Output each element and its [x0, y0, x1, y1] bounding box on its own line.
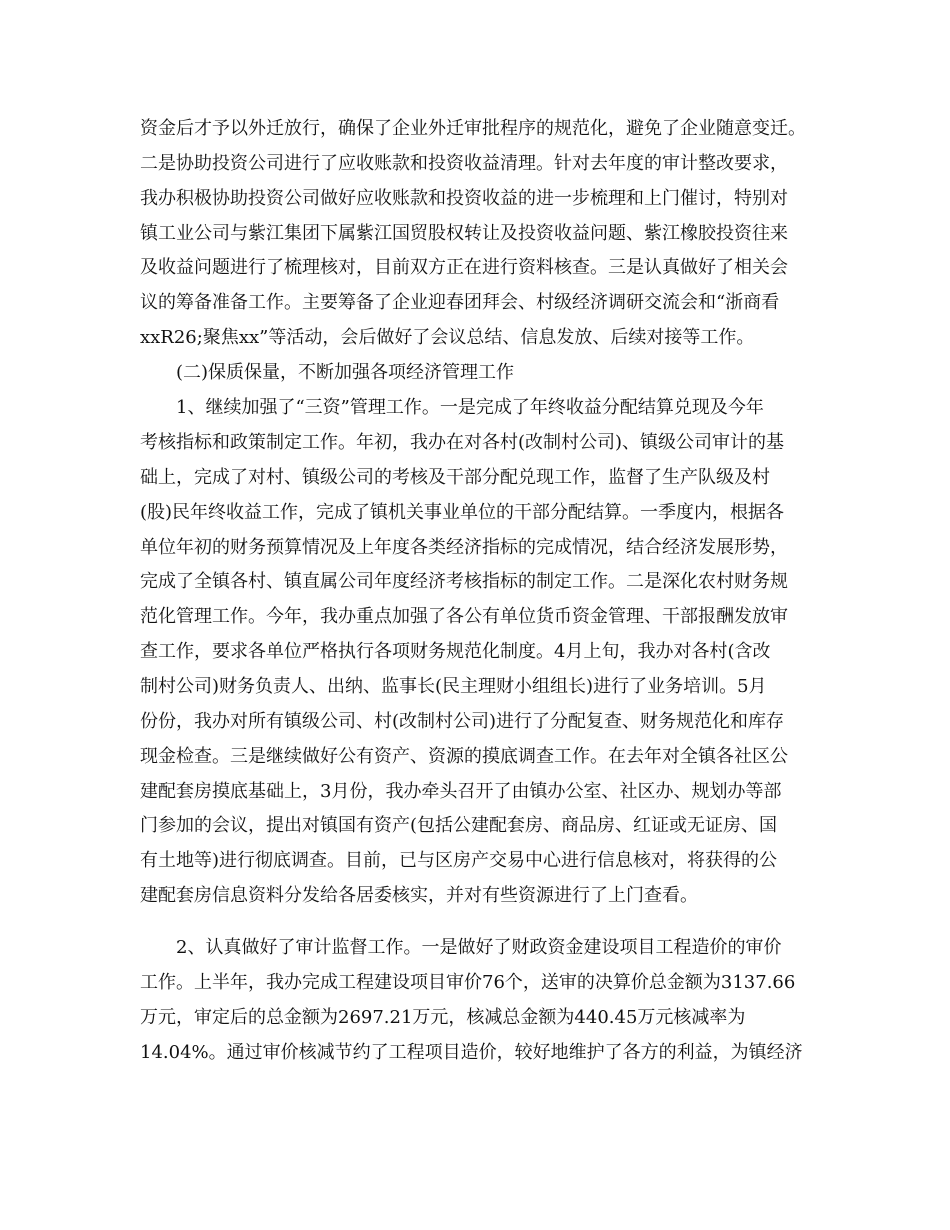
text-line: 单位年初的财务预算情况及上年度各类经济指标的完成情况，结合经济发展形势， — [140, 537, 788, 558]
text-line: xxR26;聚焦xx”等活动，会后做好了会议总结、信息发放、后续对接等工作。 — [140, 327, 755, 348]
text-line: 制村公司)财务负责人、出纳、监事长(民主理财小组组长)进行了业务培训。5月 — [140, 676, 767, 697]
text-line: 镇工业公司与紫江集团下属紫江国贸股权转让及投资收益问题、紫江橡胶投资往来 — [140, 223, 788, 244]
text-line: 议的筹备准备工作。主要筹备了企业迎春团拜会、村级经济调研交流会和“浙商看 — [140, 292, 780, 313]
text-line: 资金后才予以外迁放行，确保了企业外迁审批程序的规范化，避免了企业随意变迁。 — [140, 118, 806, 139]
text-line: 工作。上半年，我办完成工程建设项目审价76个，送审的决算价总金额为3137.66 — [140, 972, 796, 993]
text-line: 查工作，要求各单位严格执行各项财务规范化制度。4月上旬，我办对各村(含改 — [140, 641, 771, 662]
text-line: 考核指标和政策制定工作。年初，我办在对各村(改制村公司)、镇级公司审计的基 — [140, 432, 785, 453]
text-line: 建配套房摸底基础上，3月份，我办牵头召开了由镇办公室、社区办、规划办等部 — [140, 781, 782, 802]
text-line: 建配套房信息资料分发给各居委核实，并对有些资源进行了上门查看。 — [140, 885, 698, 906]
text-line: 础上，完成了对村、镇级公司的考核及干部分配兑现工作，监督了生产队级及村 — [140, 467, 770, 488]
text-line: 现金检查。三是继续做好公有资产、资源的摸底调查工作。在去年对全镇各社区公 — [140, 746, 788, 767]
text-line: 完成了全镇各村、镇直属公司年度经济考核指标的制定工作。二是深化农村财务规 — [140, 571, 788, 592]
paragraph-start: 2、认真做好了审计监督工作。一是做好了财政资金建设项目工程造价的审价 — [176, 937, 782, 958]
text-line: 门参加的会议，提出对镇国有资产(包括公建配套房、商品房、红证或无证房、国 — [140, 815, 778, 836]
text-line: 我办积极协助投资公司做好应收账款和投资收益的进一步梳理和上门催讨，特别对 — [140, 188, 788, 209]
text-line: 二是协助投资公司进行了应收账款和投资收益清理。针对去年度的审计整改要求， — [140, 153, 788, 174]
section-heading: (二)保质保量，不断加强各项经济管理工作 — [176, 362, 515, 383]
paragraph-start: 1、继续加强了“三资”管理工作。一是完成了年终收益分配结算兑现及今年 — [176, 397, 764, 418]
text-line: 范化管理工作。今年，我办重点加强了各公有单位货币资金管理、干部报酬发放审 — [140, 606, 788, 627]
text-line: 14.04%。通过审价核减节约了工程项目造价，较好地维护了各方的利益，为镇经济 — [140, 1042, 803, 1063]
text-line: 份份，我办对所有镇级公司、村(改制村公司)进行了分配复查、财务规范化和库存 — [140, 711, 785, 732]
text-line: 万元，审定后的总金额为2697.21万元，核减总金额为440.45万元核减率为 — [140, 1007, 746, 1028]
text-line: 及收益问题进行了梳理核对，目前双方正在进行资料核查。三是认真做好了相关会 — [140, 257, 788, 278]
text-line: (股)民年终收益工作，完成了镇机关事业单位的干部分配结算。一季度内，根据各 — [140, 502, 785, 523]
text-line: 有土地等)进行彻底调查。目前，已与区房产交易中心进行信息核对，将获得的公 — [140, 850, 778, 871]
